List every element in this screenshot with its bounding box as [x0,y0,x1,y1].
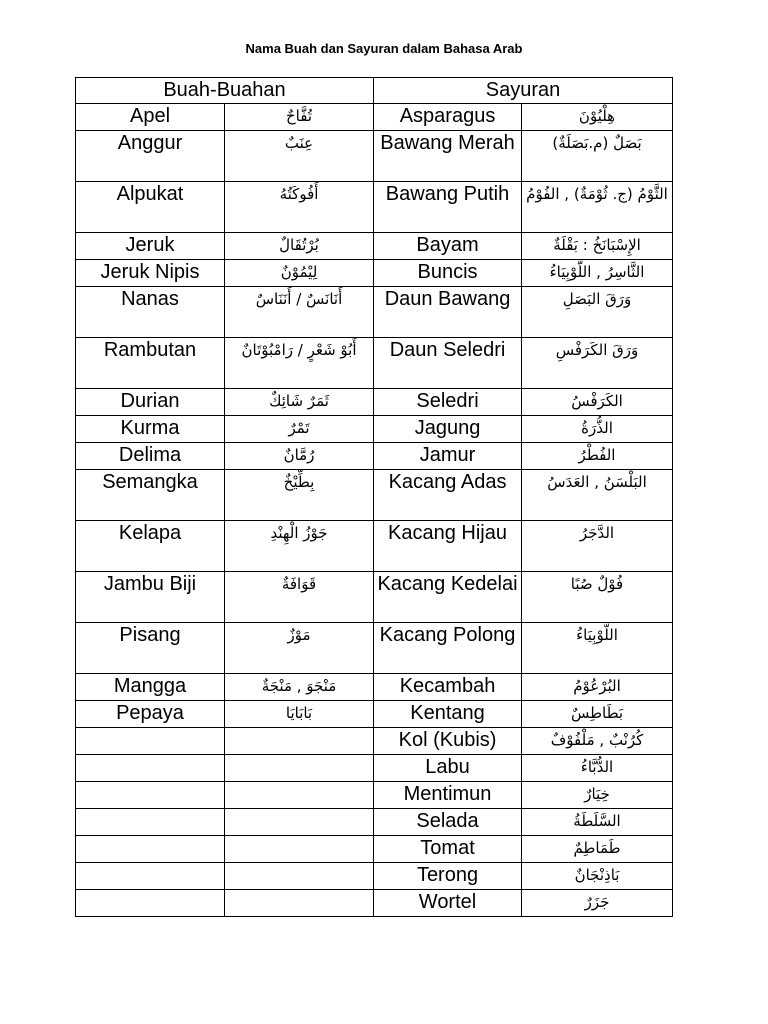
table-row [76,782,673,809]
vegetable-arabic: بَطَاطِسٌ [522,701,673,728]
table-row [76,701,673,728]
vegetable-name: Tomat [374,836,522,863]
fruit-arabic [225,755,374,782]
fruit-arabic [225,809,374,836]
fruit-arabic: قَوَافَةٌ [225,572,374,623]
table-row [76,131,673,182]
table-row [76,104,673,131]
fruit-arabic [225,782,374,809]
fruit-arabic [225,728,374,755]
vegetable-name: Seledri [374,389,522,416]
table-row [76,728,673,755]
fruit-arabic: لِيْمُوْنٌ [225,260,374,287]
table-row [76,416,673,443]
vegetable-name: Kacang Polong [374,623,522,674]
fruit-arabic: تُفَّاحٌ [225,104,374,131]
fruit-name: Rambutan [76,338,225,389]
vegetable-arabic: بَاذِنْجَانٌ [522,863,673,890]
header-vegetables: Sayuran [374,78,673,104]
fruit-name [76,890,225,917]
page-title: Nama Buah dan Sayuran dalam Bahasa Arab [245,41,523,56]
vegetable-arabic: الكَرَفْسُ [522,389,673,416]
fruit-arabic [225,863,374,890]
vocabulary-table [75,77,673,917]
fruit-arabic: أَنَانَسٌ / أَنَنَاسٌ [225,287,374,338]
fruit-name [76,836,225,863]
table-row [76,809,673,836]
vocabulary-table-body [76,78,673,917]
fruit-arabic: بَابَايَا [225,701,374,728]
vegetable-arabic: وَرَقَ الكَرَفْسِ [522,338,673,389]
fruit-name: Kelapa [76,521,225,572]
fruit-name: Mangga [76,674,225,701]
vegetable-name: Kentang [374,701,522,728]
table-header-row [76,78,673,104]
vegetable-arabic: الدَّجَرُ [522,521,673,572]
vegetable-name: Kecambah [374,674,522,701]
fruit-name: Anggur [76,131,225,182]
vegetable-name: Jamur [374,443,522,470]
vegetable-name: Labu [374,755,522,782]
fruit-name: Pepaya [76,701,225,728]
fruit-name: Alpukat [76,182,225,233]
table-row [76,572,673,623]
fruit-name [76,863,225,890]
vegetable-name: Buncis [374,260,522,287]
fruit-arabic: أَفُوكَتُهُ [225,182,374,233]
fruit-name: Apel [76,104,225,131]
vegetable-arabic: البُرْعُوْمُ [522,674,673,701]
fruit-name [76,809,225,836]
fruit-name: Semangka [76,470,225,521]
table-row [76,674,673,701]
vegetable-arabic: اللُّوْبِيَاءُ [522,623,673,674]
vegetable-arabic: فُوْلٌ صُبًا [522,572,673,623]
fruit-arabic: أَبُوْ شَعْرٍ / رَامْبُوْتَانٌ [225,338,374,389]
vegetable-name: Kacang Hijau [374,521,522,572]
fruit-arabic [225,890,374,917]
fruit-name: Jambu Biji [76,572,225,623]
table-row [76,890,673,917]
vegetable-arabic: البَلْسَنُ , العَدَسُ [522,470,673,521]
fruit-arabic: مَنْجَوَ , مَنْجَةٌ [225,674,374,701]
vegetable-arabic: هِلْيُوْنَ [522,104,673,131]
table-row [76,623,673,674]
vegetable-name: Asparagus [374,104,522,131]
vegetable-arabic: طَمَاطِمٌ [522,836,673,863]
header-fruits: Buah-Buahan [76,78,374,104]
table-row [76,233,673,260]
table-row [76,863,673,890]
fruit-name: Kurma [76,416,225,443]
fruit-arabic: تَمْرٌ [225,416,374,443]
table-row [76,836,673,863]
fruit-name [76,755,225,782]
vegetable-arabic: الدُّبَّاءُ [522,755,673,782]
vegetable-name: Bawang Putih [374,182,522,233]
vegetable-name: Wortel [374,890,522,917]
vegetable-name: Kacang Kedelai [374,572,522,623]
vegetable-arabic: خِيَارٌ [522,782,673,809]
vegetable-arabic: جَزَرٌ [522,890,673,917]
vegetable-arabic: وَرَقَ البَصَلِ [522,287,673,338]
fruit-arabic: بُرْتُقَالٌ [225,233,374,260]
fruit-arabic: جَوْزُ الْهِنْدِ [225,521,374,572]
fruit-arabic [225,836,374,863]
fruit-arabic: مَوْزٌ [225,623,374,674]
fruit-arabic: رُمَّانٌ [225,443,374,470]
vegetable-name: Mentimun [374,782,522,809]
vegetable-arabic: بَصَلٌ (م.بَصَلَةٌ) [522,131,673,182]
table-row [76,287,673,338]
vegetable-arabic: الفُطْرُ [522,443,673,470]
vegetable-name: Terong [374,863,522,890]
vegetable-name: Daun Bawang [374,287,522,338]
vegetable-name: Bawang Merah [374,131,522,182]
vegetable-arabic: الذُّرَةُ [522,416,673,443]
table-row [76,470,673,521]
vegetable-name: Daun Seledri [374,338,522,389]
vegetable-name: Kol (Kubis) [374,728,522,755]
fruit-name: Nanas [76,287,225,338]
fruit-name [76,782,225,809]
vegetable-arabic: الإِسْبَانَخُ : بَقْلَةٌ [522,233,673,260]
table-row [76,755,673,782]
vegetable-arabic: السَّلَطَةُ [522,809,673,836]
table-row [76,443,673,470]
vegetable-name: Selada [374,809,522,836]
table-row [76,260,673,287]
fruit-name: Jeruk Nipis [76,260,225,287]
vegetable-arabic: الثَّوْمُ (ج. ثُوْمَةٌ) , الفُوْمُ [522,182,673,233]
vegetable-arabic: كُرُنْبٌ , مَلْفُوْفٌ [522,728,673,755]
fruit-arabic: بِطِّيْخٌ [225,470,374,521]
vegetable-name: Bayam [374,233,522,260]
table-row [76,182,673,233]
table-row [76,338,673,389]
table-row [76,521,673,572]
fruit-name [76,728,225,755]
vegetable-name: Kacang Adas [374,470,522,521]
vegetable-name: Jagung [374,416,522,443]
vegetable-arabic: الثَّاسِرُ , اللُّوْبِيَاءُ [522,260,673,287]
fruit-name: Pisang [76,623,225,674]
fruit-arabic: عِنَبٌ [225,131,374,182]
fruit-name: Durian [76,389,225,416]
fruit-name: Delima [76,443,225,470]
fruit-name: Jeruk [76,233,225,260]
table-row [76,389,673,416]
fruit-arabic: ثَمَرٌ شَائِكٌ [225,389,374,416]
